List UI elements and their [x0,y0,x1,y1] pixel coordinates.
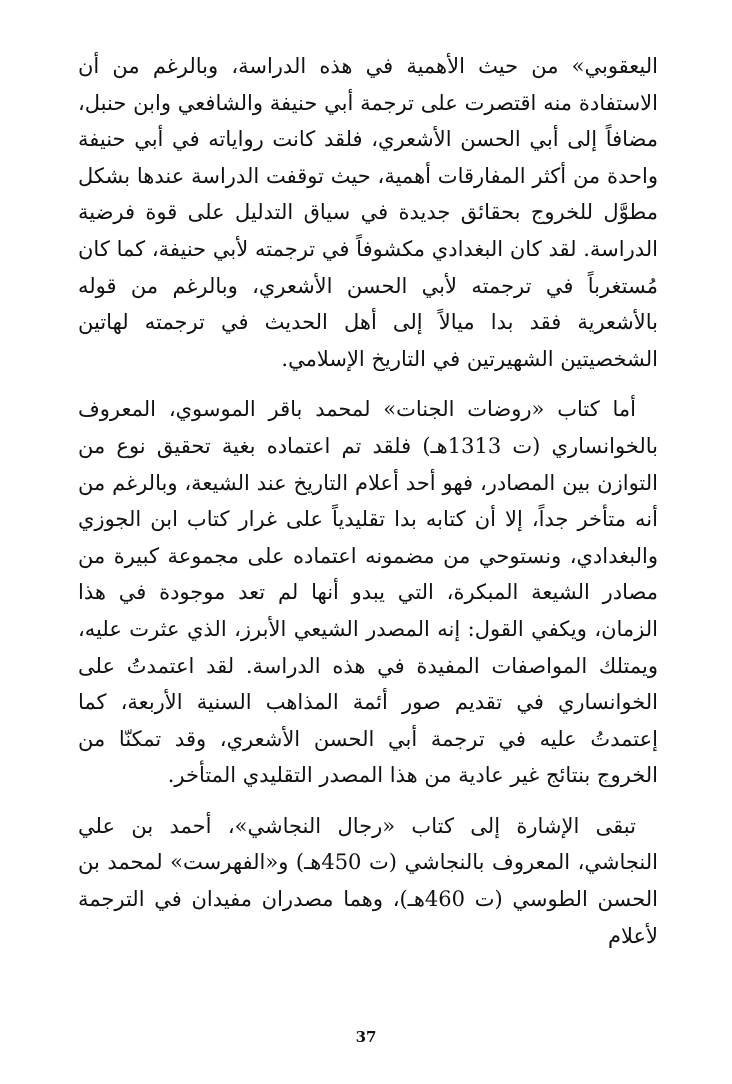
paragraph-1: اليعقوبي» من حيث الأهمية في هذه الدراسة، وبالرغم من أن الاستفادة منه اقتصرت على ترجمة أبي حنيفة والشافعي وابن حنبل، مضافاً إلى أبي الحسن الأشعري، فلقد كانت رواياته في أبي حنيفة واحدة من أكثر المفارقات أهمية، حيث توقفت الدراسة عندها بشكل مطوَّل للخروج بحقائق جديدة في سياق التدليل على قوة فرضية الدراسة. لقد كان البغدادي مكشوفاً في ترجمته لأبي حنيفة، كما كان مُستغرباً في ترجمته لأبي الحسن الأشعري، وبالرغم من قوله بالأشعرية فقد بدا ميالاً إلى أهل الحديث في ترجمته لهاتين الشخصيتين الشهيرتين في التاريخ الإسلامي. [78,54,658,371]
paragraph-2: أما كتاب «روضات الجنات» لمحمد باقر الموسوي، المعروف بالخوانساري (ت 1313هـ) فلقد تم اعتماده بغية تحقيق نوع من التوازن بين المصادر، فهو أحد أعلام التاريخ عند الشيعة، وبالرغم من أنه متأخر جداً، إلا أن كتابه بدا تقليدياً على غرار كتاب ابن الجوزي والبغدادي، ونستوحي من مضمونه اعتماده على مجموعة كبيرة من مصادر الشيعة المبكرة، التي يبدو أنها لم تعد موجودة في هذا الزمان، ويكفي القول: إنه المصدر الشيعي الأبرز، الذي عثرت عليه، ويمتلك المواصفات المفيدة في هذه الدراسة. لقد اعتمدتُ على الخوانساري في تقديم صور أئمة المذاهب السنية الأربعة، كما إعتمدتُ عليه في ترجمة أبي الحسن الأشعري، وقد تمكنّا من الخروج بنتائج غير عادية من هذا المصدر التقليدي المتأخر. [78,397,658,788]
page-number: 37 [355,1028,377,1046]
page-body [78,48,658,954]
paragraph-3: تبقى الإشارة إلى كتاب «رجال النجاشي»، أحمد بن علي النجاشي، المعروف بالنجاشي (ت 450هـ) و«الفهرست» لمحمد بن الحسن الطوسي (ت 460هـ)، وهما مصدران مفيدان في الترجمة لأعلام [78,813,659,948]
